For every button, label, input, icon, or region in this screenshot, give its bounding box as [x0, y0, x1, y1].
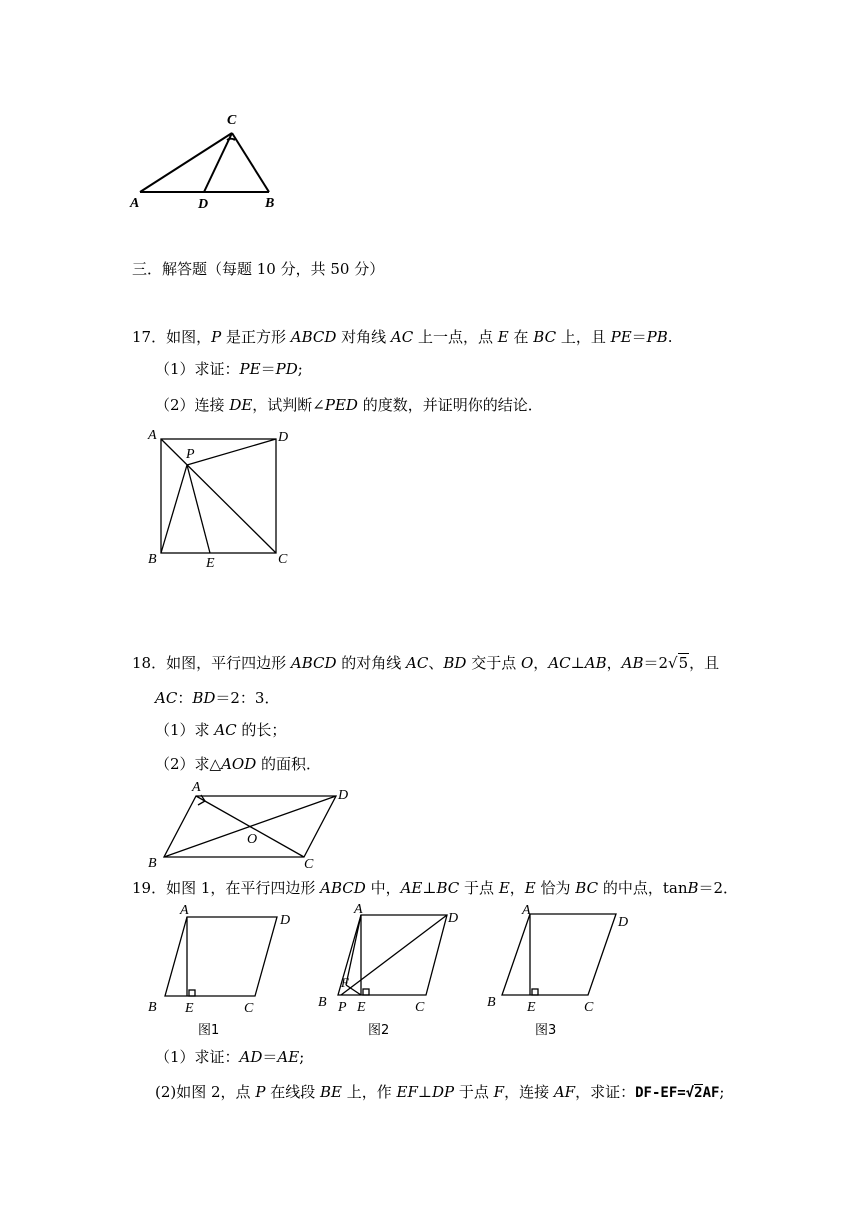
label-D: D — [448, 911, 459, 926]
label-B: B — [487, 995, 496, 1010]
label-F: F — [341, 975, 349, 990]
label-D: D — [618, 915, 629, 930]
label-A: A — [130, 196, 140, 210]
label-A: A — [180, 903, 189, 918]
figure-q16-triangle — [128, 110, 288, 210]
label-E: E — [185, 1001, 194, 1016]
label-C: C — [278, 552, 288, 567]
q17-stem: 17．如图，P 是正方形 ABCD 对角线 AC 上一点，点 E 在 BC 上，且 PE＝PB. — [132, 328, 673, 346]
caption-fig2: 图2 — [368, 1023, 390, 1038]
q19-part1: （1）求证：AD＝AE; — [155, 1048, 305, 1066]
label-D: D — [278, 430, 289, 445]
label-B: B — [148, 1000, 157, 1015]
caption-fig1: 图1 — [198, 1023, 220, 1038]
figure-q19-fig2 — [310, 900, 470, 1045]
label-P: P — [338, 1000, 347, 1015]
label-A: A — [522, 903, 531, 918]
q17-part1: （1）求证：PE＝PD; — [155, 360, 303, 378]
label-O: O — [247, 832, 258, 847]
sqrt-symbol: √ — [685, 1085, 695, 1101]
q17-part2: （2）连接 DE，试判断∠PED 的度数，并证明你的结论． — [155, 396, 543, 414]
label-C: C — [584, 1000, 594, 1015]
q18-part1: （1）求 AC 的长； — [155, 721, 287, 739]
label-C: C — [304, 857, 314, 870]
label-C: C — [415, 1000, 425, 1015]
label-D: D — [198, 197, 209, 210]
figure-q19-fig1 — [140, 900, 300, 1045]
q18-part2: （2）求△AOD 的面积． — [155, 755, 322, 773]
q19-stem: 19．如图 1，在平行四边形 ABCD 中，AE⊥BC 于点 E，E 恰为 BC 的中点，tanB＝2． — [132, 879, 739, 897]
label-B: B — [148, 552, 157, 567]
figure-q19-fig3 — [480, 900, 640, 1045]
label-B: B — [148, 856, 157, 870]
label-B: B — [318, 995, 327, 1010]
label-E: E — [527, 1000, 536, 1015]
label-A: A — [192, 780, 201, 795]
label-E: E — [357, 1000, 366, 1015]
figure-q18-parallelogram — [140, 775, 360, 870]
q18-stem-line1: 18．如图，平行四边形 ABCD 的对角线 AC、BD 交于点 O，AC⊥AB，AB＝2√5，且 — [132, 654, 720, 672]
label-P: P — [186, 447, 195, 462]
label-A: A — [354, 902, 363, 917]
q18-stem-line2: AC：BD＝2：3． — [155, 689, 280, 707]
label-D: D — [280, 913, 291, 928]
label-A: A — [148, 428, 157, 443]
section-3-heading: 三．解答题（每题 10 分，共 50 分） — [132, 260, 385, 278]
figure-q17-square — [140, 422, 310, 577]
caption-fig3: 图3 — [535, 1023, 557, 1038]
sqrt-symbol: √ — [668, 654, 678, 672]
label-C: C — [227, 113, 237, 128]
label-C: C — [244, 1001, 254, 1016]
q19-part2: (2)如图 2，点 P 在线段 BE 上，作 EF⊥DP 于点 F，连接 AF，求证：DF-EF=√2AF; — [155, 1083, 725, 1101]
label-B: B — [265, 196, 275, 210]
label-D: D — [338, 788, 349, 803]
label-E: E — [206, 556, 215, 571]
